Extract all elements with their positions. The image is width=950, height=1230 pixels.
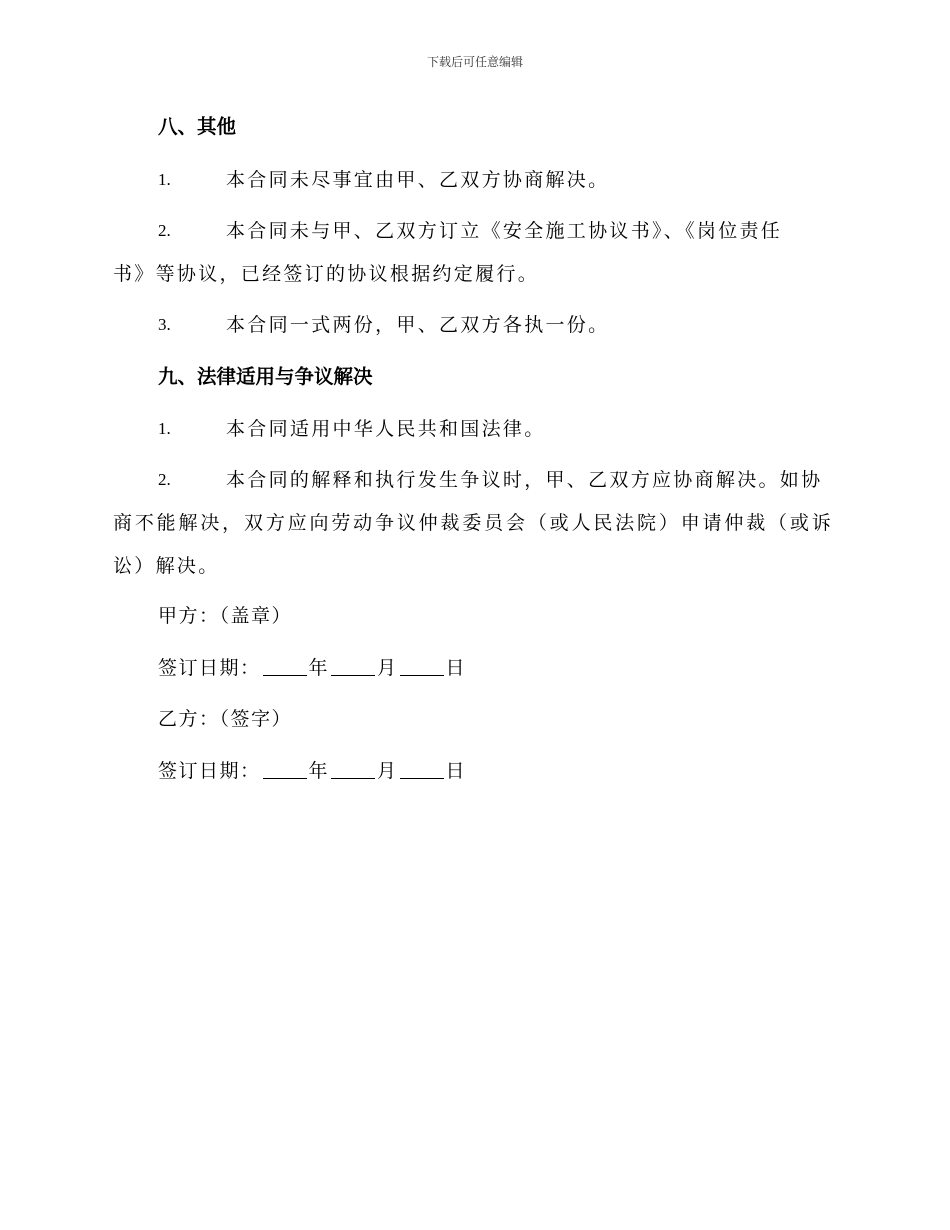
month-label: 月 <box>377 657 398 679</box>
clause-9-2 <box>158 468 833 492</box>
date-label: 签订日期： <box>158 760 261 782</box>
clause-8-2-continuation: 书》等协议，已经签订的协议根据约定履行。 <box>113 263 540 285</box>
section-heading-law: 九、法律适用与争议解决 <box>158 365 373 388</box>
date-label: 签订日期： <box>158 657 261 679</box>
party-b-signing-date <box>158 759 466 783</box>
clause-text: 本合同未与甲、乙双方订立《安全施工协议书》、《岗位责任 <box>226 220 783 242</box>
clause-number: 1. <box>158 170 171 189</box>
clause-number: 3. <box>158 315 171 334</box>
clause-8-3 <box>158 313 833 337</box>
year-label: 年 <box>308 760 330 782</box>
year-blank <box>263 657 307 676</box>
clause-number: 2. <box>158 221 171 240</box>
day-label: 日 <box>445 760 467 782</box>
party-b-signature: 乙方：（签字） <box>158 708 293 730</box>
party-a-seal: 甲方：（盖章） <box>158 605 293 627</box>
clause-9-1 <box>158 417 833 441</box>
year-label: 年 <box>308 657 330 679</box>
section-heading-other: 八、其他 <box>158 115 237 138</box>
month-blank <box>331 657 375 676</box>
clause-text: 本合同适用中华人民共和国法律。 <box>226 418 546 440</box>
clause-8-1 <box>158 168 833 192</box>
clause-text: 本合同未尽事宜由甲、乙双方协商解决。 <box>226 169 610 191</box>
day-blank <box>400 760 444 779</box>
clause-9-2-continuation: 商不能解决，双方应向劳动争议仲裁委员会（或人民法院）申请仲裁（或诉 <box>113 512 833 534</box>
year-blank <box>263 760 307 779</box>
clause-text: 本合同一式两份，甲、乙双方各执一份。 <box>226 314 610 336</box>
clause-text: 本合同的解释和执行发生争议时，甲、乙双方应协商解决。如协 <box>226 469 823 491</box>
page-header: 下载后可任意编辑 <box>426 55 523 69</box>
clause-9-2-continuation-2: 讼）解决。 <box>113 555 220 577</box>
day-blank <box>400 657 444 676</box>
clause-number: 2. <box>158 470 171 489</box>
party-a-signing-date <box>158 656 466 680</box>
clause-number: 1. <box>158 419 171 438</box>
clause-8-2 <box>158 219 833 243</box>
month-blank <box>331 760 375 779</box>
month-label: 月 <box>377 760 398 782</box>
day-label: 日 <box>445 657 467 679</box>
